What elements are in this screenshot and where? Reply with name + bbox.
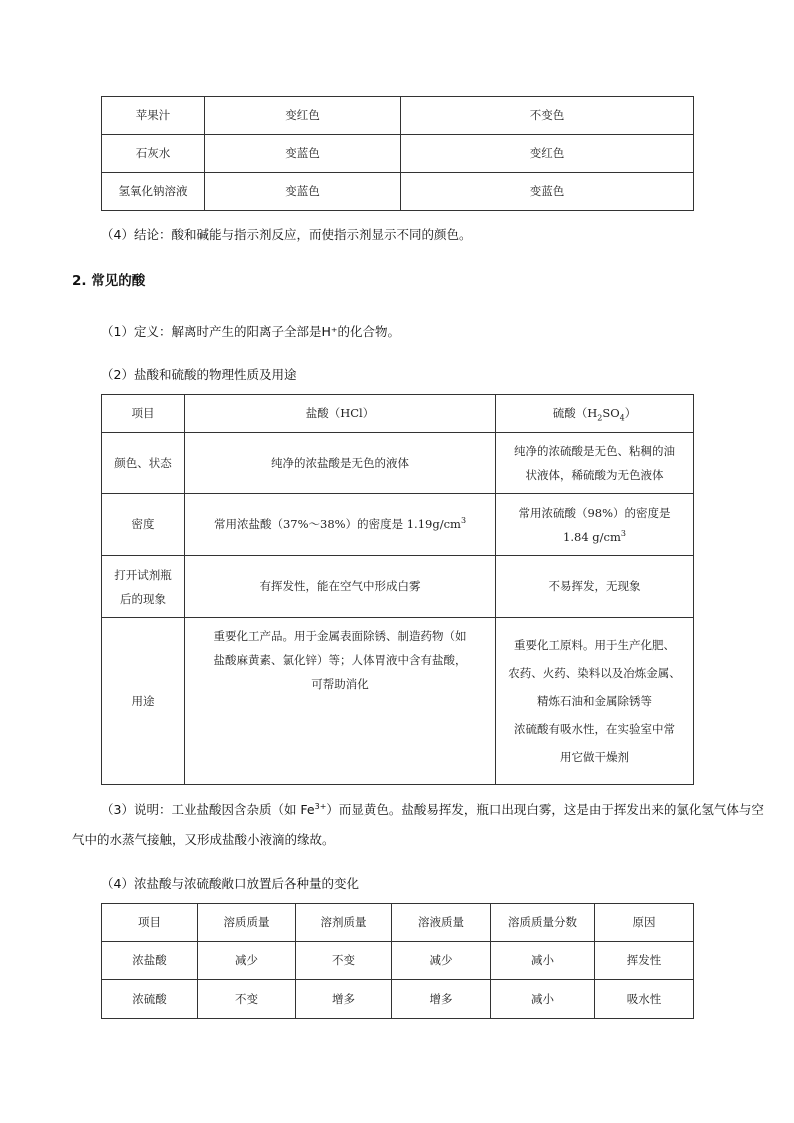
table-row bbox=[102, 494, 694, 556]
header-cell: 溶液质量 bbox=[392, 904, 491, 942]
table-cell: 挥发性 bbox=[595, 942, 694, 980]
subsection-title: （4）浓盐酸与浓硫酸敞口放置后各种量的变化 bbox=[101, 876, 359, 891]
table-header-row bbox=[102, 395, 694, 433]
table-cell: 变红色 bbox=[205, 97, 401, 135]
table-cell: 常用浓硫酸（98%）的密度是 1.84 $g/cm^3$ bbox=[496, 494, 694, 556]
table-cell: 颜色、状态 bbox=[102, 433, 185, 494]
note-text: （3）说明：工业盐酸因含杂质（如 $Fe^{3+}$）而显黄色。盐酸易挥发，瓶口出现白雾，这是由于挥发出来的氯化氢气体与空 bbox=[101, 801, 764, 817]
table-row bbox=[102, 980, 694, 1019]
table-row bbox=[102, 618, 694, 785]
table-row bbox=[102, 433, 694, 494]
header-cell: 溶质质量 bbox=[198, 904, 296, 942]
table-cell: 减小 bbox=[491, 942, 595, 980]
table-cell: 增多 bbox=[296, 980, 392, 1019]
table-cell: 减少 bbox=[198, 942, 296, 980]
table-cell: 石灰水 bbox=[102, 135, 205, 173]
table-cell: 增多 bbox=[392, 980, 491, 1019]
table-cell: 氢氧化钠溶液 bbox=[102, 173, 205, 211]
table-cell: 不易挥发，无现象 bbox=[496, 556, 694, 618]
table-row bbox=[102, 97, 694, 135]
table-header-row bbox=[102, 904, 694, 942]
table-row bbox=[102, 556, 694, 618]
table-cell: 纯净的浓硫酸是无色、粘稠的油 状液体，稀硫酸为无色液体 bbox=[496, 433, 694, 494]
header-cell: 盐酸（HCl） bbox=[185, 395, 496, 433]
table-cell: 重要化工原料。用于生产化肥、 农药、火药、染料以及冶炼金属、 精炼石油和金属除锈等 浓硫酸有吸水性，在实验室中常 用它做干燥剂 bbox=[496, 618, 694, 785]
table-cell: 变红色 bbox=[401, 135, 694, 173]
table-cell: 用途 bbox=[102, 618, 185, 785]
table-cell: 重要化工产品。用于金属表面除锈、制造药物（如 盐酸麻黄素、氯化锌）等；人体胃液中含有盐酸， 可帮助消化 bbox=[185, 618, 496, 785]
table-cell: 减少 bbox=[392, 942, 491, 980]
table-cell: 苹果汁 bbox=[102, 97, 205, 135]
header-cell: 项目 bbox=[102, 904, 198, 942]
table-row bbox=[102, 135, 694, 173]
table-cell: 变蓝色 bbox=[401, 173, 694, 211]
conclusion-text: （4）结论：酸和碱能与指示剂反应，而使指示剂显示不同的颜色。 bbox=[101, 227, 472, 242]
table-cell: 常用浓盐酸（37%～38%）的密度是 $1.19g/cm^3$ bbox=[185, 494, 496, 556]
concentration-change-table bbox=[101, 903, 694, 1019]
table-row bbox=[102, 173, 694, 211]
table-row bbox=[102, 942, 694, 980]
table-cell: 减小 bbox=[491, 980, 595, 1019]
table-cell: 纯净的浓盐酸是无色的液体 bbox=[185, 433, 496, 494]
header-cell: 项目 bbox=[102, 395, 185, 433]
table-cell: 打开试剂瓶 后的现象 bbox=[102, 556, 185, 618]
header-cell: 溶质质量分数 bbox=[491, 904, 595, 942]
table-cell: 吸水性 bbox=[595, 980, 694, 1019]
table-cell: 变蓝色 bbox=[205, 135, 401, 173]
table-cell: 不变 bbox=[198, 980, 296, 1019]
section-heading: 2. 常见的酸 bbox=[72, 273, 146, 289]
header-cell: 原因 bbox=[595, 904, 694, 942]
table-cell: 密度 bbox=[102, 494, 185, 556]
table-cell: 浓盐酸 bbox=[102, 942, 198, 980]
header-cell: 硫酸$(H_2SO_4)$ bbox=[496, 395, 694, 433]
subsection-title: （2）盐酸和硫酸的物理性质及用途 bbox=[101, 367, 297, 382]
table-cell: 不变色 bbox=[401, 97, 694, 135]
definition-text: （1）定义：解离时产生的阳离子全部是H⁺的化合物。 bbox=[101, 324, 400, 339]
note-text-continued: 气中的水蒸气接触，又形成盐酸小液滴的缘故。 bbox=[72, 832, 335, 847]
indicator-table bbox=[101, 96, 694, 211]
table-cell: 浓硫酸 bbox=[102, 980, 198, 1019]
table-cell: 变蓝色 bbox=[205, 173, 401, 211]
table-cell: 有挥发性，能在空气中形成白雾 bbox=[185, 556, 496, 618]
table-cell: 不变 bbox=[296, 942, 392, 980]
acid-properties-table bbox=[101, 394, 694, 785]
header-cell: 溶剂质量 bbox=[296, 904, 392, 942]
